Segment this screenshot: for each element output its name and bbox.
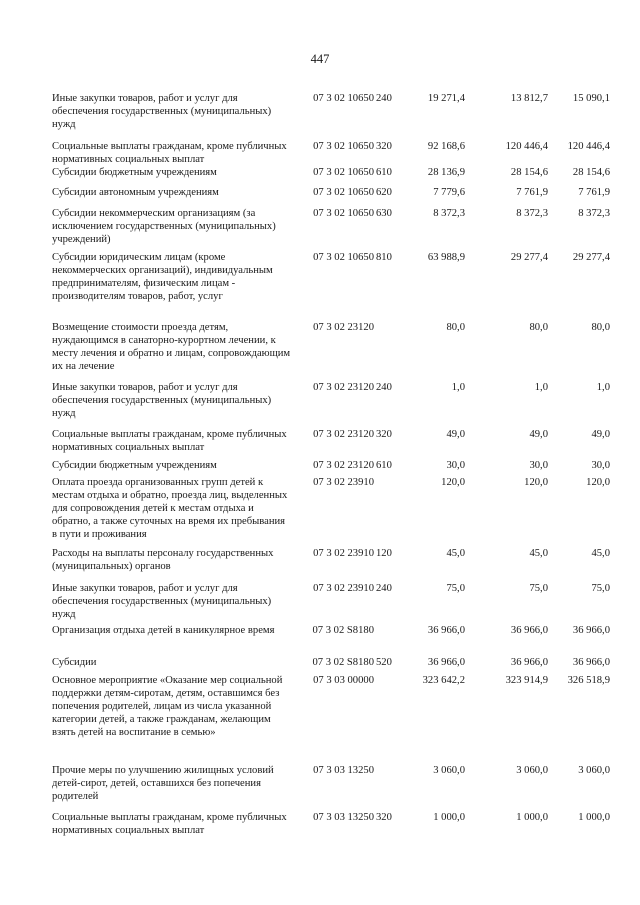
row-value-year-1: 323 642,2: [422, 675, 465, 686]
row-value-year-1: 1,0: [451, 382, 465, 393]
row-code: 07 3 02 10650: [313, 187, 374, 198]
row-value-year-2: 80,0: [529, 322, 548, 333]
row-name: Субсидии: [52, 657, 97, 668]
row-value-year-3: 36 966,0: [572, 657, 610, 668]
row-code: 07 3 03 13250: [313, 812, 374, 823]
row-value-year-2: 1,0: [534, 382, 548, 393]
row-value-year-3: 3 060,0: [578, 765, 610, 776]
row-value-year-2: 323 914,9: [505, 675, 548, 686]
row-name: Прочие меры по улучшению жилищных условий детей-сирот, детей, оставшихся без попечения родителей: [52, 765, 274, 802]
row-name: Субсидии бюджетным учреждениям: [52, 460, 217, 471]
row-value-year-3: 30,0: [591, 460, 610, 471]
row-value-year-3: 45,0: [591, 548, 610, 559]
row-value-year-2: 49,0: [529, 429, 548, 440]
row-name: Субсидии бюджетным учреждениям: [52, 167, 217, 178]
row-code: 07 3 02 23910: [313, 583, 374, 594]
row-name: Возмещение стоимости проезда детям, нуждающимся в санаторно-курортном лечении, к месту лечения и обратно и лицам, сопровождающим их на лечение: [52, 322, 291, 372]
row-expense-type: 240: [376, 583, 392, 594]
row-value-year-1: 36 966,0: [427, 625, 465, 636]
row-value-year-1: 92 168,6: [427, 141, 465, 152]
row-expense-type: 620: [376, 187, 392, 198]
row-name: Субсидии юридическим лицам (кроме некоммерческих организаций), индивидуальным предпринимателям, физическим лицам - производителям товаров, работ, услуг: [52, 252, 273, 302]
row-name: Субсидии автономным учреждениям: [52, 187, 219, 198]
row-value-year-2: 36 966,0: [510, 625, 548, 636]
row-code: 07 3 03 13250: [313, 765, 374, 776]
row-value-year-2: 75,0: [529, 583, 548, 594]
row-value-year-2: 36 966,0: [510, 657, 548, 668]
row-name: Социальные выплаты гражданам, кроме публичных нормативных социальных выплат: [52, 812, 287, 836]
row-value-year-1: 49,0: [446, 429, 465, 440]
page-number: 447: [310, 52, 330, 66]
row-expense-type: 120: [376, 548, 392, 559]
row-value-year-1: 80,0: [446, 322, 465, 333]
row-code: 07 3 02 23120: [313, 322, 374, 333]
row-expense-type: 520: [376, 657, 392, 668]
row-value-year-1: 19 271,4: [427, 93, 465, 104]
row-code: 07 3 02 23120: [313, 460, 374, 471]
row-value-year-3: 7 761,9: [578, 187, 610, 198]
row-expense-type: 240: [376, 382, 392, 393]
row-expense-type: 320: [376, 141, 392, 152]
row-value-year-1: 30,0: [446, 460, 465, 471]
row-value-year-3: 28 154,6: [572, 167, 610, 178]
row-value-year-1: 36 966,0: [427, 657, 465, 668]
row-value-year-2: 120 446,4: [505, 141, 548, 152]
row-value-year-2: 1 000,0: [516, 812, 548, 823]
row-code: 07 3 02 S8180: [312, 657, 374, 668]
row-expense-type: 240: [376, 93, 392, 104]
row-value-year-3: 326 518,9: [567, 675, 610, 686]
row-value-year-1: 28 136,9: [427, 167, 465, 178]
row-value-year-2: 29 277,4: [510, 252, 548, 263]
row-expense-type: 630: [376, 208, 392, 219]
row-name: Субсидии некоммерческим организациям (за исключением государственных (муниципальных) учреждений): [52, 208, 276, 245]
row-name: Иные закупки товаров, работ и услуг для обеспечения государственных (муниципальных) нужд: [52, 93, 272, 130]
row-value-year-3: 36 966,0: [572, 625, 610, 636]
row-value-year-3: 120 446,4: [567, 141, 610, 152]
row-value-year-3: 8 372,3: [578, 208, 610, 219]
row-value-year-1: 45,0: [446, 548, 465, 559]
row-expense-type: 810: [376, 252, 392, 263]
row-expense-type: 320: [376, 812, 392, 823]
row-value-year-3: 80,0: [591, 322, 610, 333]
row-value-year-2: 30,0: [529, 460, 548, 471]
row-value-year-2: 7 761,9: [516, 187, 548, 198]
row-value-year-3: 49,0: [591, 429, 610, 440]
row-value-year-3: 75,0: [591, 583, 610, 594]
row-value-year-2: 28 154,6: [510, 167, 548, 178]
row-code: 07 3 02 10650: [313, 252, 374, 263]
row-value-year-3: 120,0: [586, 477, 610, 488]
row-expense-type: 320: [376, 429, 392, 440]
row-value-year-2: 13 812,7: [510, 93, 548, 104]
row-value-year-3: 15 090,1: [572, 93, 610, 104]
row-name: Оплата проезда организованных групп детей к местам отдыха и обратно, проезда лиц, выделенных для сопровождения детей к местам отдыха и обратно, а также суточных на время их пребывания в пути и проживания: [52, 477, 288, 540]
row-name: Иные закупки товаров, работ и услуг для обеспечения государственных (муниципальных) нужд: [52, 382, 272, 419]
row-name: Иные закупки товаров, работ и услуг для обеспечения государственных (муниципальных) нужд: [52, 583, 272, 620]
row-value-year-2: 3 060,0: [516, 765, 548, 776]
row-name: Основное мероприятие «Оказание мер социальной поддержки детям-сиротам, детям, оставшимся без попечения родителей, лицам из числа указанной категории детей, а также гражданам, желающим взять детей на воспитание в семью»: [52, 675, 283, 738]
row-name: Организация отдыха детей в каникулярное время: [52, 625, 275, 636]
row-value-year-1: 1 000,0: [433, 812, 465, 823]
row-value-year-2: 8 372,3: [516, 208, 548, 219]
row-value-year-2: 120,0: [524, 477, 548, 488]
row-code: 07 3 02 10650: [313, 208, 374, 219]
row-value-year-1: 120,0: [441, 477, 465, 488]
row-code: 07 3 02 S8180: [312, 625, 374, 636]
row-value-year-1: 7 779,6: [433, 187, 465, 198]
row-value-year-2: 45,0: [529, 548, 548, 559]
row-name: Расходы на выплаты персоналу государственных (муниципальных) органов: [52, 548, 274, 572]
row-expense-type: 610: [376, 167, 392, 178]
row-value-year-3: 1,0: [596, 382, 610, 393]
row-value-year-1: 3 060,0: [433, 765, 465, 776]
row-value-year-1: 8 372,3: [433, 208, 465, 219]
row-code: 07 3 02 23910: [313, 548, 374, 559]
row-value-year-3: 29 277,4: [572, 252, 610, 263]
row-code: 07 3 02 10650: [313, 167, 374, 178]
row-code: 07 3 02 23910: [313, 477, 374, 488]
row-code: 07 3 02 23120: [313, 429, 374, 440]
row-code: 07 3 03 00000: [313, 675, 374, 686]
row-value-year-3: 1 000,0: [578, 812, 610, 823]
row-code: 07 3 02 10650: [313, 93, 374, 104]
row-code: 07 3 02 23120: [313, 382, 374, 393]
row-value-year-1: 63 988,9: [427, 252, 465, 263]
row-expense-type: 610: [376, 460, 392, 471]
row-name: Социальные выплаты гражданам, кроме публичных нормативных социальных выплат: [52, 141, 287, 165]
row-name: Социальные выплаты гражданам, кроме публичных нормативных социальных выплат: [52, 429, 287, 453]
row-code: 07 3 02 10650: [313, 141, 374, 152]
row-value-year-1: 75,0: [446, 583, 465, 594]
